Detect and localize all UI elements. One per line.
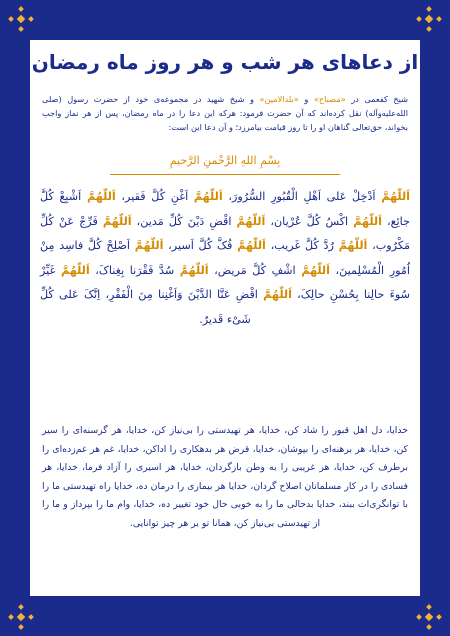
prayer-phrase: غَیِّرْ سُوءَ حالِنا بِحُسْنِ حالِکَ، bbox=[40, 263, 410, 301]
prayer-phrase: اقْضِ عَنَّا الدَّیْنَ وَاَغْنِنا مِنَ الْفَقْرِ، اِنَّکَ عَلی کُلِّ شَیْء قَدیرٌ. bbox=[40, 288, 264, 326]
intro-text: و شیخ شهید در مجموعه‌ی خود از حضرت رسول (صلی الله‌علیه‌وآله) نقل کرده‌اند که آن حضرت فرمود: هرکه این دعا را در ماه رمضان، پس از هر نماز واجب بخواند، حق‌تعالی گناهان او را تا روز قیامت بیامرزد؛ و آن دعا این است: bbox=[42, 94, 408, 132]
page-title: از دعاهای هر شب و هر روز ماه رمضان bbox=[31, 50, 419, 74]
prayer-phrase: اَدْخِلْ عَلی اَهْلِ الْقُبُورِ السُّرُورَ، bbox=[222, 190, 382, 203]
invocation: اَللّهُمَّ bbox=[301, 263, 330, 277]
diamond-ornament-icon bbox=[8, 6, 34, 32]
prayer-phrase: اقْضِ دَیْنَ کُلِّ مَدین، bbox=[131, 214, 237, 228]
persian-translation: خدایا، دل اهل قبور را شاد کن، خدایا، هر تهیدستی را بی‌نیاز کن، خدایا، هر گرسنه‌ای را سیر کن، خدایا، هر برهنه‌ای را بپوشان، خدایا، قرض هر بدهکاری را اداکن، خدایا، غم هر غم‌زده‌ای را برطرف کن، خدایا، هر غریبی را به وطن بازگردان، خدایا، هر اسیری را آزاد فرما، خدایا، هر فسادی را در کار مسلمانان اصلاح گردان، خدایا هر بیماری را درمان ده، خدایا راه تهیدستی ما را با توانگری‌ات ببند، خدایا بدحالی ما را به خوبی حال خود تغییر ده، خدایا، وام ما را بپرداز و ما را از تهیدستی بی‌نیاز کن، همانا تو بر هر چیز توانایی. bbox=[42, 425, 408, 529]
book-title: «بلدالامین» bbox=[259, 94, 299, 104]
prayer-phrase: سُدَّ فَقْرَنا بِغِناکَ، bbox=[89, 263, 180, 277]
invocation: اَللّهُمَّ bbox=[86, 190, 116, 203]
content-card bbox=[30, 40, 420, 596]
invocation: اَللّهُمَّ bbox=[179, 263, 209, 277]
intro-paragraph bbox=[42, 92, 408, 134]
book-title: «مصباح» bbox=[313, 94, 346, 104]
diamond-ornament-icon bbox=[416, 604, 442, 630]
bismillah: بِسْمِ اللهِ الرَّحْمنِ الرَّحیمِ bbox=[169, 154, 281, 167]
diamond-ornament-icon bbox=[416, 6, 442, 32]
invocation: اَللّهُمَّ bbox=[338, 239, 368, 252]
invocation: اَللّهُمَّ bbox=[353, 214, 382, 228]
invocation: اَللّهُمَّ bbox=[60, 263, 90, 277]
prayer-phrase: اشْفِ کُلَّ مَریض، bbox=[208, 263, 302, 277]
invocation: اَللّهُمَّ bbox=[193, 190, 223, 203]
prayer-phrase: فَرِّجْ عَنْ کُلِّ مَکْرُوب، bbox=[40, 214, 410, 252]
prayer-phrase: اکْسُ کُلَّ عُرْیان، bbox=[265, 214, 354, 228]
prayer-phrase: رُدَّ کُلَّ غَریب، bbox=[265, 239, 339, 252]
invocation: اَللّهُمَّ bbox=[102, 214, 132, 228]
invocation: اَللّهُمَّ bbox=[236, 214, 266, 228]
diamond-ornament-icon bbox=[8, 604, 34, 630]
prayer-phrase: اَصْلِحْ کُلَّ فاسِد مِنْ اُمُورِ الْمُسْلِمینَ، bbox=[40, 239, 410, 277]
arabic-prayer bbox=[40, 185, 410, 332]
invocation: اَللّهُمَّ bbox=[134, 239, 164, 252]
invocation: اَللّهُمَّ bbox=[263, 288, 292, 301]
intro-text: شیخ کفعمی در bbox=[351, 94, 409, 104]
prayer-phrase: اَشْبِعْ کُلَّ جائِع، bbox=[40, 190, 411, 228]
invocation: اَللّهُمَّ bbox=[237, 239, 266, 252]
prayer-phrase: اَغْنِ کُلَّ فَقیر، bbox=[115, 190, 194, 203]
invocation: اَللّهُمَّ bbox=[381, 190, 410, 203]
prayer-phrase: فُکَّ کُلَّ اَسیر، bbox=[163, 239, 238, 252]
divider bbox=[110, 174, 340, 175]
intro-text: و bbox=[304, 94, 309, 104]
